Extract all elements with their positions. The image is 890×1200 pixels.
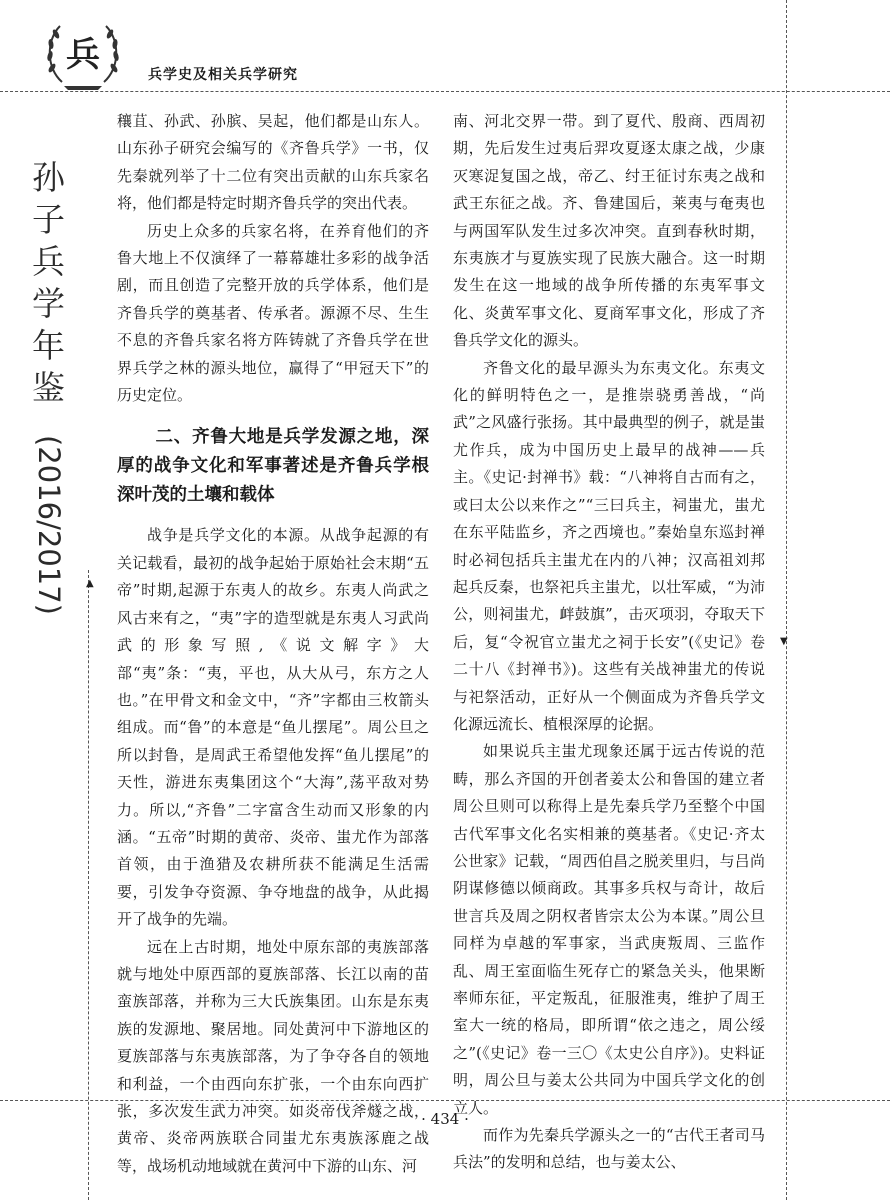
paragraph: 战争是兵学文化的本源。从战争起源的有关记载看，最初的战争起始于原始社会末期“五帝”时期,起源于东夷人的故乡。东夷人尚武之风古来有之，“夷”字的造型就是东夷人习武尚武的形象写照,《说文解字》大部“夷”条：“夷，平也，从大从弓，东方之人也。”在甲骨文和金文中，“齐”字都由三枚箭头组成。而“鲁”的本意是“鱼儿摆尾”。周公旦之所以封鲁，是周武王希望他发挥“鱼儿摆尾”的天性，游进东夷集团这个“大海”,荡平敌对势力。所以,“齐鲁”二字富含生动而又形象的内涵。“五帝”时期的黄帝、炎帝、蚩尤作为部落首领，由于渔猎及农耕所获不能满足生活需要，引发争夺资源、争夺地盘的战争，从此揭开了战争的先端。 <box>117 526 429 929</box>
header-rule <box>0 91 890 92</box>
section-heading: 二、齐鲁大地是兵学发源之地，深厚的战争文化和军事著述是齐鲁兵学根深叶茂的土壤和载体 <box>117 427 429 506</box>
left-text-column <box>117 108 429 1180</box>
paragraph: 穰苴、孙武、孙膑、吴起，他们都是山东人。山东孙子研究会编写的《齐鲁兵学》一书，仅先秦就列举了十二位有突出贡献的山东兵家名将，他们都是特定时期齐鲁兵学的突出代表。 <box>117 112 429 213</box>
down-triangle-icon: ▼ <box>780 636 788 647</box>
logo-glyph: 兵 <box>66 35 100 75</box>
right-text-column <box>453 108 765 1177</box>
paragraph: 齐鲁文化的最早源头为东夷文化。东夷文化的鲜明特色之一，是推崇骁勇善战，“尚武”之风盛行张扬。其中最典型的例子，就是蚩尤作兵，成为中国历史上最早的战神——兵主。《史记·封禅书》载：“八神将自古而有之，或曰太公以来作之”“三曰兵主，祠蚩尤，蚩尤在东平陆监乡，齐之西境也。”秦始皇东巡封禅时必祠包括兵主蚩尤在内的八神；汉高祖刘邦起兵反秦，也祭祀兵主蚩尤，以壮军威，“为沛公，则祠蚩尤，衅鼓旗”，击灭项羽，夺取天下后，复“令祝官立蚩尤之祠于长安”(《史记》卷二十八《封禅书》)。这些有关战神蚩尤的传说与祀祭活动，正好从一个侧面成为齐鲁兵学文化源远流长、植根深厚的论据。 <box>453 358 765 733</box>
paragraph: 历史上众多的兵家名将，在养育他们的齐鲁大地上不仅演绎了一幕幕雄壮多彩的战争活剧，而且创造了完整开放的兵学体系，他们是齐鲁兵学的奠基者、传承者。源源不尽、生生不息的齐鲁兵家名将方阵铸就了齐鲁兵学在世界兵学之林的源头地位，赢得了“甲冠天下”的历史定位。 <box>117 221 429 405</box>
paragraph: 南、河北交界一带。到了夏代、殷商、西周初期，先后发生过夷后羿攻夏逐太康之战，少康灭寒浞复国之战，帝乙、纣王征讨东夷之战和武王东征之战。齐、鲁建国后，莱夷与奄夷也与两国军队发生过多次冲突。直到春秋时期，东夷族才与夏族实现了民族大融合。这一时期发生在这一地域的战争所传播的东夷军事文化、炎黄军事文化、夏商军事文化，形成了齐鲁兵学文化的源头。 <box>453 112 765 350</box>
yearbook-logo-icon <box>42 16 124 92</box>
paragraph: 远在上古时期，地处中原东部的夷族部落就与地处中原西部的夏族部落、长江以南的苗蛮族部落，并称为三大氏族集团。山东是东夷族的发源地、聚居地。同处黄河中下游地区的夏族部落与东夷族部落，为了争夺各自的领地和利益，一个由西向东扩张，一个由东向西扩张，多次发生武力冲突。如炎帝伐斧燧之战，黄帝、炎帝两族联合同蚩尤东夷族涿鹿之战等，战场机动地域就在黄河中下游的山东、河 <box>117 937 429 1175</box>
paragraph: 如果说兵主蚩尤现象还属于远古传说的范畴，那么齐国的开创者姜太公和鲁国的建立者周公旦则可以称得上是先秦兵学乃至整个中国古代军事文化名实相兼的奠基者。《史记·齐太公世家》记载，“周西伯昌之脱羑里归，与吕尚阴谋修德以倾商政。其事多兵权与奇计，故后世言兵及周之阴权者皆宗太公为本谋。”周公旦同样为卓越的军事家，当武庚叛周、三监作乱、周王室面临生死存亡的紧急关头，他果断率师东征，平定叛乱，征服淮夷，维护了周王室大一统的格局，即所谓“依之违之，周公绥之”(《史记》卷一三〇《太史公自序》)。史料证明，周公旦与姜太公共同为中国兵学文化的创立人。 <box>453 742 765 1117</box>
paragraph: 而作为先秦兵学源头之一的“古代王者司马兵法”的发明和总结，也与姜太公、 <box>453 1126 765 1172</box>
page-number: · 434 · <box>421 1110 469 1128</box>
book-year-vertical <box>28 420 70 630</box>
right-margin-rule <box>786 0 787 1200</box>
book-title-vertical: 孙子兵学年鉴 <box>27 160 66 412</box>
running-header: 兵学史及相关兵学研究 <box>148 67 298 83</box>
left-margin-rule <box>88 570 89 1200</box>
up-triangle-icon: ▲ <box>86 578 94 589</box>
book-year-text: (2016/2017) <box>32 434 66 616</box>
